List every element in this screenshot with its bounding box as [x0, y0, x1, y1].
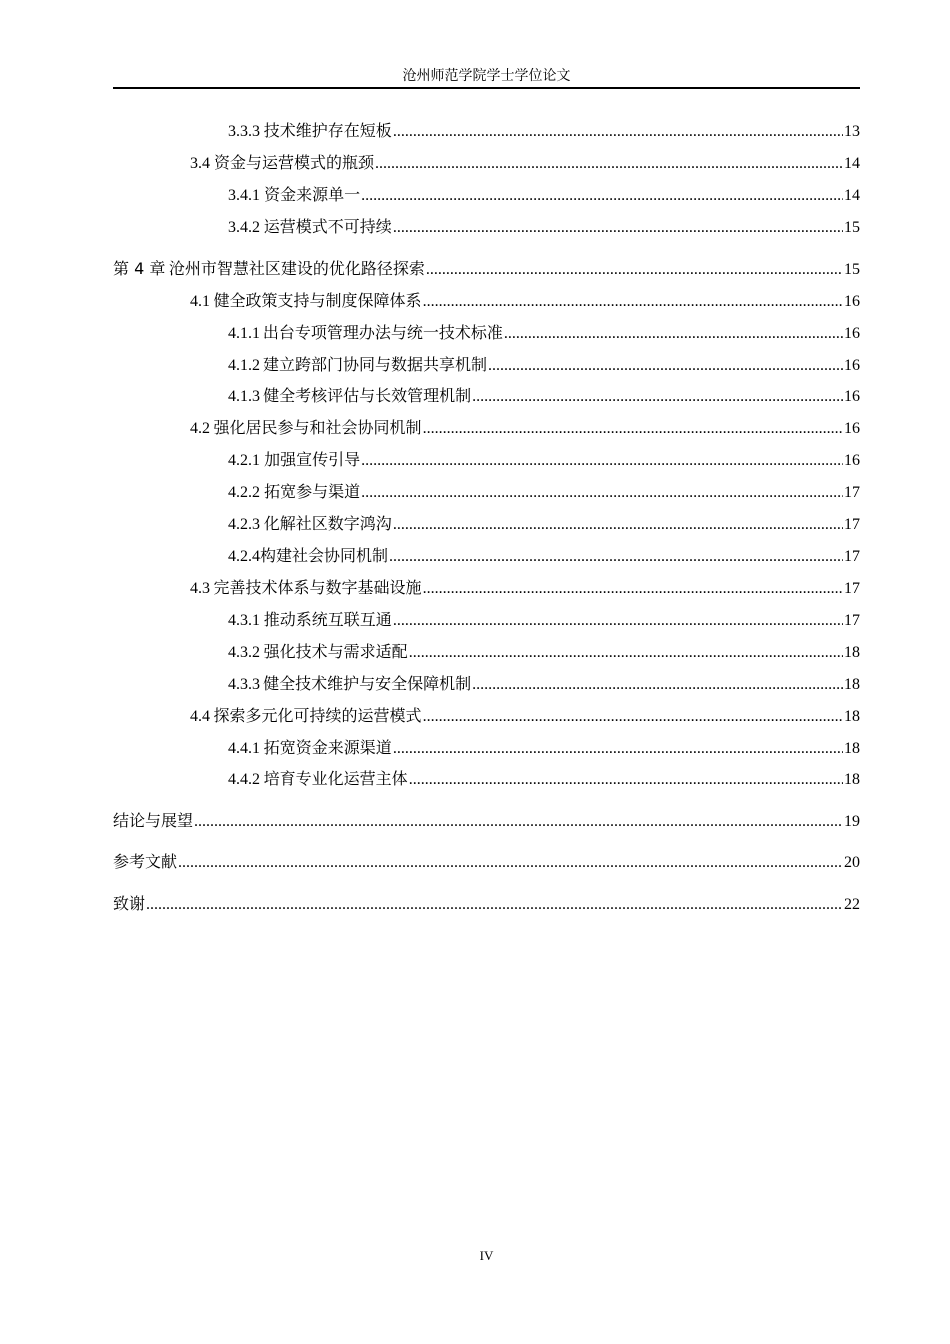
toc-entry-page: 14 — [844, 187, 860, 204]
toc-leader — [409, 643, 843, 663]
toc-leader — [393, 218, 843, 238]
toc-leader — [426, 260, 843, 280]
toc-entry[interactable] — [190, 578, 860, 598]
toc-entry-title: 资金与运营模式的瓶颈 — [213, 153, 374, 172]
toc-leader — [472, 387, 843, 407]
toc-chapter-entry[interactable] — [113, 894, 860, 914]
toc-entry-page: 20 — [844, 854, 860, 871]
toc-entry[interactable] — [228, 546, 860, 566]
toc-entry-title: 培育专业化运营主体 — [263, 769, 408, 788]
toc-entry-page: 16 — [844, 388, 860, 405]
toc-chapter-entry[interactable] — [113, 259, 860, 279]
toc-entry-number: 4.2.1 — [228, 452, 260, 469]
toc-leader — [488, 356, 843, 376]
toc-leader — [194, 812, 843, 832]
toc-entry-number: 3.4 — [190, 155, 210, 172]
toc-entry-number: 4.4.2 — [228, 771, 260, 788]
toc-entry[interactable] — [228, 738, 860, 758]
toc-entry[interactable] — [190, 153, 860, 173]
toc-entry-page: 17 — [844, 516, 860, 533]
toc-entry-page: 16 — [844, 452, 860, 469]
toc-entry-page: 18 — [844, 708, 860, 725]
toc-entry-title: 技术维护存在短板 — [263, 121, 392, 140]
toc-leader — [375, 154, 843, 174]
toc-leader — [409, 770, 843, 790]
toc-entry-number: 4.1.2 — [228, 357, 260, 374]
toc-entry[interactable] — [228, 610, 860, 630]
toc-entry[interactable] — [228, 450, 860, 470]
toc-entry-number: 4.4.1 — [228, 740, 260, 757]
toc-entry-page: 19 — [844, 813, 860, 830]
toc-entry-title: 构建社会协同机制 — [260, 546, 389, 565]
toc-entry-title: 致谢 — [113, 894, 146, 913]
toc-entry-number: 4.4 — [190, 708, 210, 725]
toc-entry-title: 健全技术维护与安全保障机制 — [263, 674, 472, 693]
toc-leader — [146, 895, 843, 915]
toc-entry-page: 14 — [844, 155, 860, 172]
toc-entry-page: 17 — [844, 548, 860, 565]
toc-entry-page: 22 — [844, 896, 860, 913]
toc-leader — [504, 324, 843, 344]
toc-chapter-entry[interactable] — [113, 852, 860, 872]
toc-leader — [423, 707, 843, 727]
toc-entry[interactable] — [190, 291, 860, 311]
toc-entry-page: 15 — [844, 261, 860, 278]
toc-entry[interactable] — [228, 185, 860, 205]
toc-entry-title: 探索多元化可持续的运营模式 — [213, 706, 422, 725]
toc-leader — [472, 675, 843, 695]
toc-leader — [361, 451, 843, 471]
header-rule — [113, 87, 860, 89]
toc-entry-title: 拓宽资金来源渠道 — [263, 738, 392, 757]
toc-entry[interactable] — [228, 217, 860, 237]
toc-entry-page: 17 — [844, 580, 860, 597]
toc-leader — [423, 579, 843, 599]
toc-chapter-entry[interactable] — [113, 811, 860, 831]
toc-entry-page: 18 — [844, 644, 860, 661]
toc-entry[interactable] — [228, 514, 860, 534]
toc-leader — [178, 853, 843, 873]
toc-leader — [393, 122, 843, 142]
toc-entry[interactable] — [228, 674, 860, 694]
toc-entry-number: 4.2.2 — [228, 484, 260, 501]
toc-entry-number: 4.1 — [190, 293, 210, 310]
toc-entry-page: 15 — [844, 219, 860, 236]
toc-leader — [361, 483, 843, 503]
toc-entry-number: 4.2 — [190, 420, 210, 437]
toc-entry-page: 18 — [844, 740, 860, 757]
toc-entry-number: 4.3.2 — [228, 644, 260, 661]
toc-entry-title: 运营模式不可持续 — [263, 217, 392, 236]
toc-entry-number: 4.3.1 — [228, 612, 260, 629]
toc-entry[interactable] — [190, 418, 860, 438]
toc-entry-number: 第 4 章 — [113, 259, 166, 278]
toc-entry-number: 4.2.4 — [228, 548, 260, 565]
toc-leader — [361, 186, 843, 206]
toc-entry[interactable] — [228, 642, 860, 662]
toc-entry-number: 4.2.3 — [228, 516, 260, 533]
toc-leader — [393, 611, 843, 631]
toc-entry-title: 建立跨部门协同与数据共享机制 — [263, 355, 488, 374]
toc-entry[interactable] — [190, 706, 860, 726]
toc-entry-title: 出台专项管理办法与统一技术标准 — [262, 323, 503, 342]
toc-entry-title: 强化技术与需求适配 — [263, 642, 408, 661]
toc-entry-page: 17 — [844, 484, 860, 501]
toc-entry[interactable] — [228, 769, 860, 789]
toc-entry-title: 完善技术体系与数字基础设施 — [213, 578, 422, 597]
toc-entry-title: 加强宣传引导 — [264, 450, 361, 469]
toc-entry-page: 13 — [844, 123, 860, 140]
toc-entry-page: 18 — [844, 676, 860, 693]
toc-entry[interactable] — [228, 386, 860, 406]
toc-entry-title: 健全考核评估与长效管理机制 — [263, 386, 472, 405]
toc-entry-number: 4.3.3 — [228, 676, 260, 693]
toc-entry-number: 3.4.1 — [228, 187, 260, 204]
toc-entry[interactable] — [228, 323, 860, 343]
toc-entry[interactable] — [228, 355, 860, 375]
toc-entry-page: 17 — [844, 612, 860, 629]
toc-entry-number: 4.1.3 — [228, 388, 260, 405]
toc-leader — [393, 739, 843, 759]
toc-entry-title: 参考文献 — [113, 852, 178, 871]
toc-leader — [393, 515, 843, 535]
toc-entry-number: 3.4.2 — [228, 219, 260, 236]
toc-entry-title: 化解社区数字鸿沟 — [263, 514, 392, 533]
toc-entry[interactable] — [228, 121, 860, 141]
toc-entry-title: 拓宽参与渠道 — [264, 482, 361, 501]
page-number: IV — [479, 1248, 494, 1263]
toc-leader — [423, 419, 843, 439]
toc-entry[interactable] — [228, 482, 860, 502]
toc-entry-page: 16 — [844, 357, 860, 374]
toc-entry-page: 16 — [844, 325, 860, 342]
toc-entry-title: 沧州市智慧社区建设的优化路径探索 — [168, 259, 425, 278]
toc-entry-title: 健全政策支持与制度保障体系 — [213, 291, 422, 310]
toc-leader — [423, 292, 843, 312]
toc-entry-number: 4.1.1 — [228, 325, 260, 342]
toc-entry-number: 4.3 — [190, 580, 210, 597]
toc-entry-title: 结论与展望 — [113, 811, 194, 830]
toc-entry-title: 强化居民参与和社会协同机制 — [213, 418, 422, 437]
toc-entry-number: 3.3.3 — [228, 123, 260, 140]
toc-entry-page: 18 — [844, 771, 860, 788]
toc-leader — [389, 547, 843, 567]
toc-entry-page: 16 — [844, 293, 860, 310]
toc-entry-title: 推动系统互联互通 — [263, 610, 392, 629]
running-header: 沧州师范学院学士学位论文 — [402, 68, 571, 84]
toc-entry-title: 资金来源单一 — [264, 185, 361, 204]
toc-entry-page: 16 — [844, 420, 860, 437]
